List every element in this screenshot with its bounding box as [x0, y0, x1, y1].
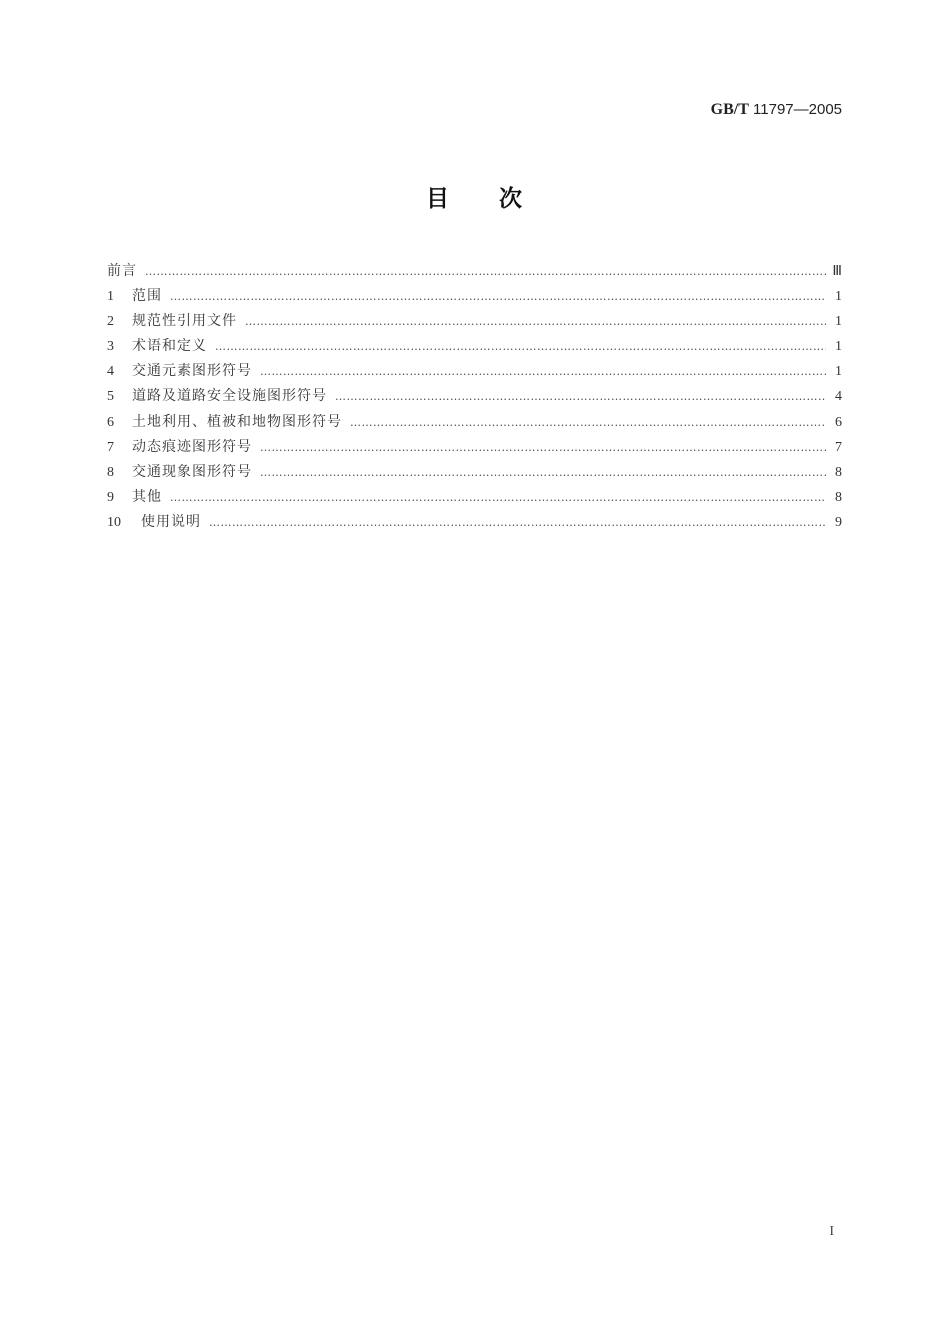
toc-entry-number: 1 — [107, 289, 114, 305]
toc-leader-dots — [170, 485, 826, 510]
toc-entry-label: 规范性引用文件 — [132, 313, 237, 330]
toc-entry-label: 范围 — [132, 288, 162, 305]
toc-entry-label: 术语和定义 — [132, 338, 207, 355]
toc-leader-dots — [260, 460, 826, 485]
toc-entry-number: 7 — [107, 439, 114, 455]
toc-entry-9[interactable] — [107, 485, 842, 510]
toc-entry-page: 7 — [835, 439, 842, 455]
toc-entry-number: 10 — [107, 514, 121, 530]
toc-entry-page: 1 — [835, 289, 842, 305]
toc-entry-2[interactable] — [107, 309, 842, 334]
toc-entry-page: 1 — [835, 314, 842, 330]
toc-entry-page: 9 — [835, 514, 842, 530]
toc-entry-label: 土地利用、植被和地物图形符号 — [132, 413, 342, 430]
toc-entry-1[interactable] — [107, 284, 842, 309]
toc-leader-dots — [350, 410, 826, 435]
toc-entry-label: 其他 — [132, 488, 162, 505]
toc-leader-dots — [260, 359, 826, 384]
toc-entry-6[interactable] — [107, 410, 842, 435]
toc-leader-dots — [209, 510, 826, 535]
toc-leader-dots — [145, 259, 826, 284]
page-title — [0, 180, 950, 213]
toc-entry-number: 4 — [107, 364, 114, 380]
standard-number: 11797—2005 — [753, 101, 842, 118]
page-number: I — [829, 1224, 834, 1239]
toc-entry-number: 9 — [107, 489, 114, 505]
toc-entry-label: 动态痕迹图形符号 — [132, 438, 252, 455]
toc-entry-number: 8 — [107, 464, 114, 480]
toc-entry-page: 1 — [835, 364, 842, 380]
toc-entry-page: 1 — [835, 339, 842, 355]
toc-entry-5[interactable] — [107, 384, 842, 409]
toc-entry-page: 4 — [835, 389, 842, 405]
toc-leader-dots — [245, 309, 826, 334]
toc-entry-label: 使用说明 — [141, 513, 201, 530]
toc-entry-number: 6 — [107, 414, 114, 430]
toc-entry-10[interactable] — [107, 510, 842, 535]
standard-prefix: GB/T — [710, 101, 749, 118]
toc-entry-7[interactable] — [107, 435, 842, 460]
toc-entry-label: 前言 — [107, 263, 137, 279]
toc-entry-number: 3 — [107, 339, 114, 355]
toc-leader-dots — [215, 334, 826, 359]
toc-leader-dots — [335, 384, 826, 409]
toc-entry-3[interactable] — [107, 334, 842, 359]
toc-entry-label: 交通元素图形符号 — [132, 363, 252, 380]
toc-entry-number: 2 — [107, 314, 114, 330]
toc-entry-label: 道路及道路安全设施图形符号 — [132, 388, 327, 405]
toc-entry-foreword[interactable] — [107, 259, 842, 284]
toc-entry-4[interactable] — [107, 359, 842, 384]
toc-leader-dots — [170, 284, 826, 309]
page-title-char-1: 目 — [426, 186, 451, 212]
page-title-char-2: 次 — [499, 186, 524, 212]
toc-entry-label: 交通现象图形符号 — [132, 463, 252, 480]
standard-code — [711, 101, 842, 119]
toc-entry-8[interactable] — [107, 460, 842, 485]
toc-entry-number: 5 — [107, 389, 114, 405]
toc-entry-page: 6 — [835, 414, 842, 430]
table-of-contents — [107, 259, 842, 535]
toc-leader-dots — [260, 435, 826, 460]
toc-entry-page: Ⅲ — [832, 264, 842, 279]
toc-entry-page: 8 — [835, 464, 842, 480]
toc-entry-page: 8 — [835, 489, 842, 505]
